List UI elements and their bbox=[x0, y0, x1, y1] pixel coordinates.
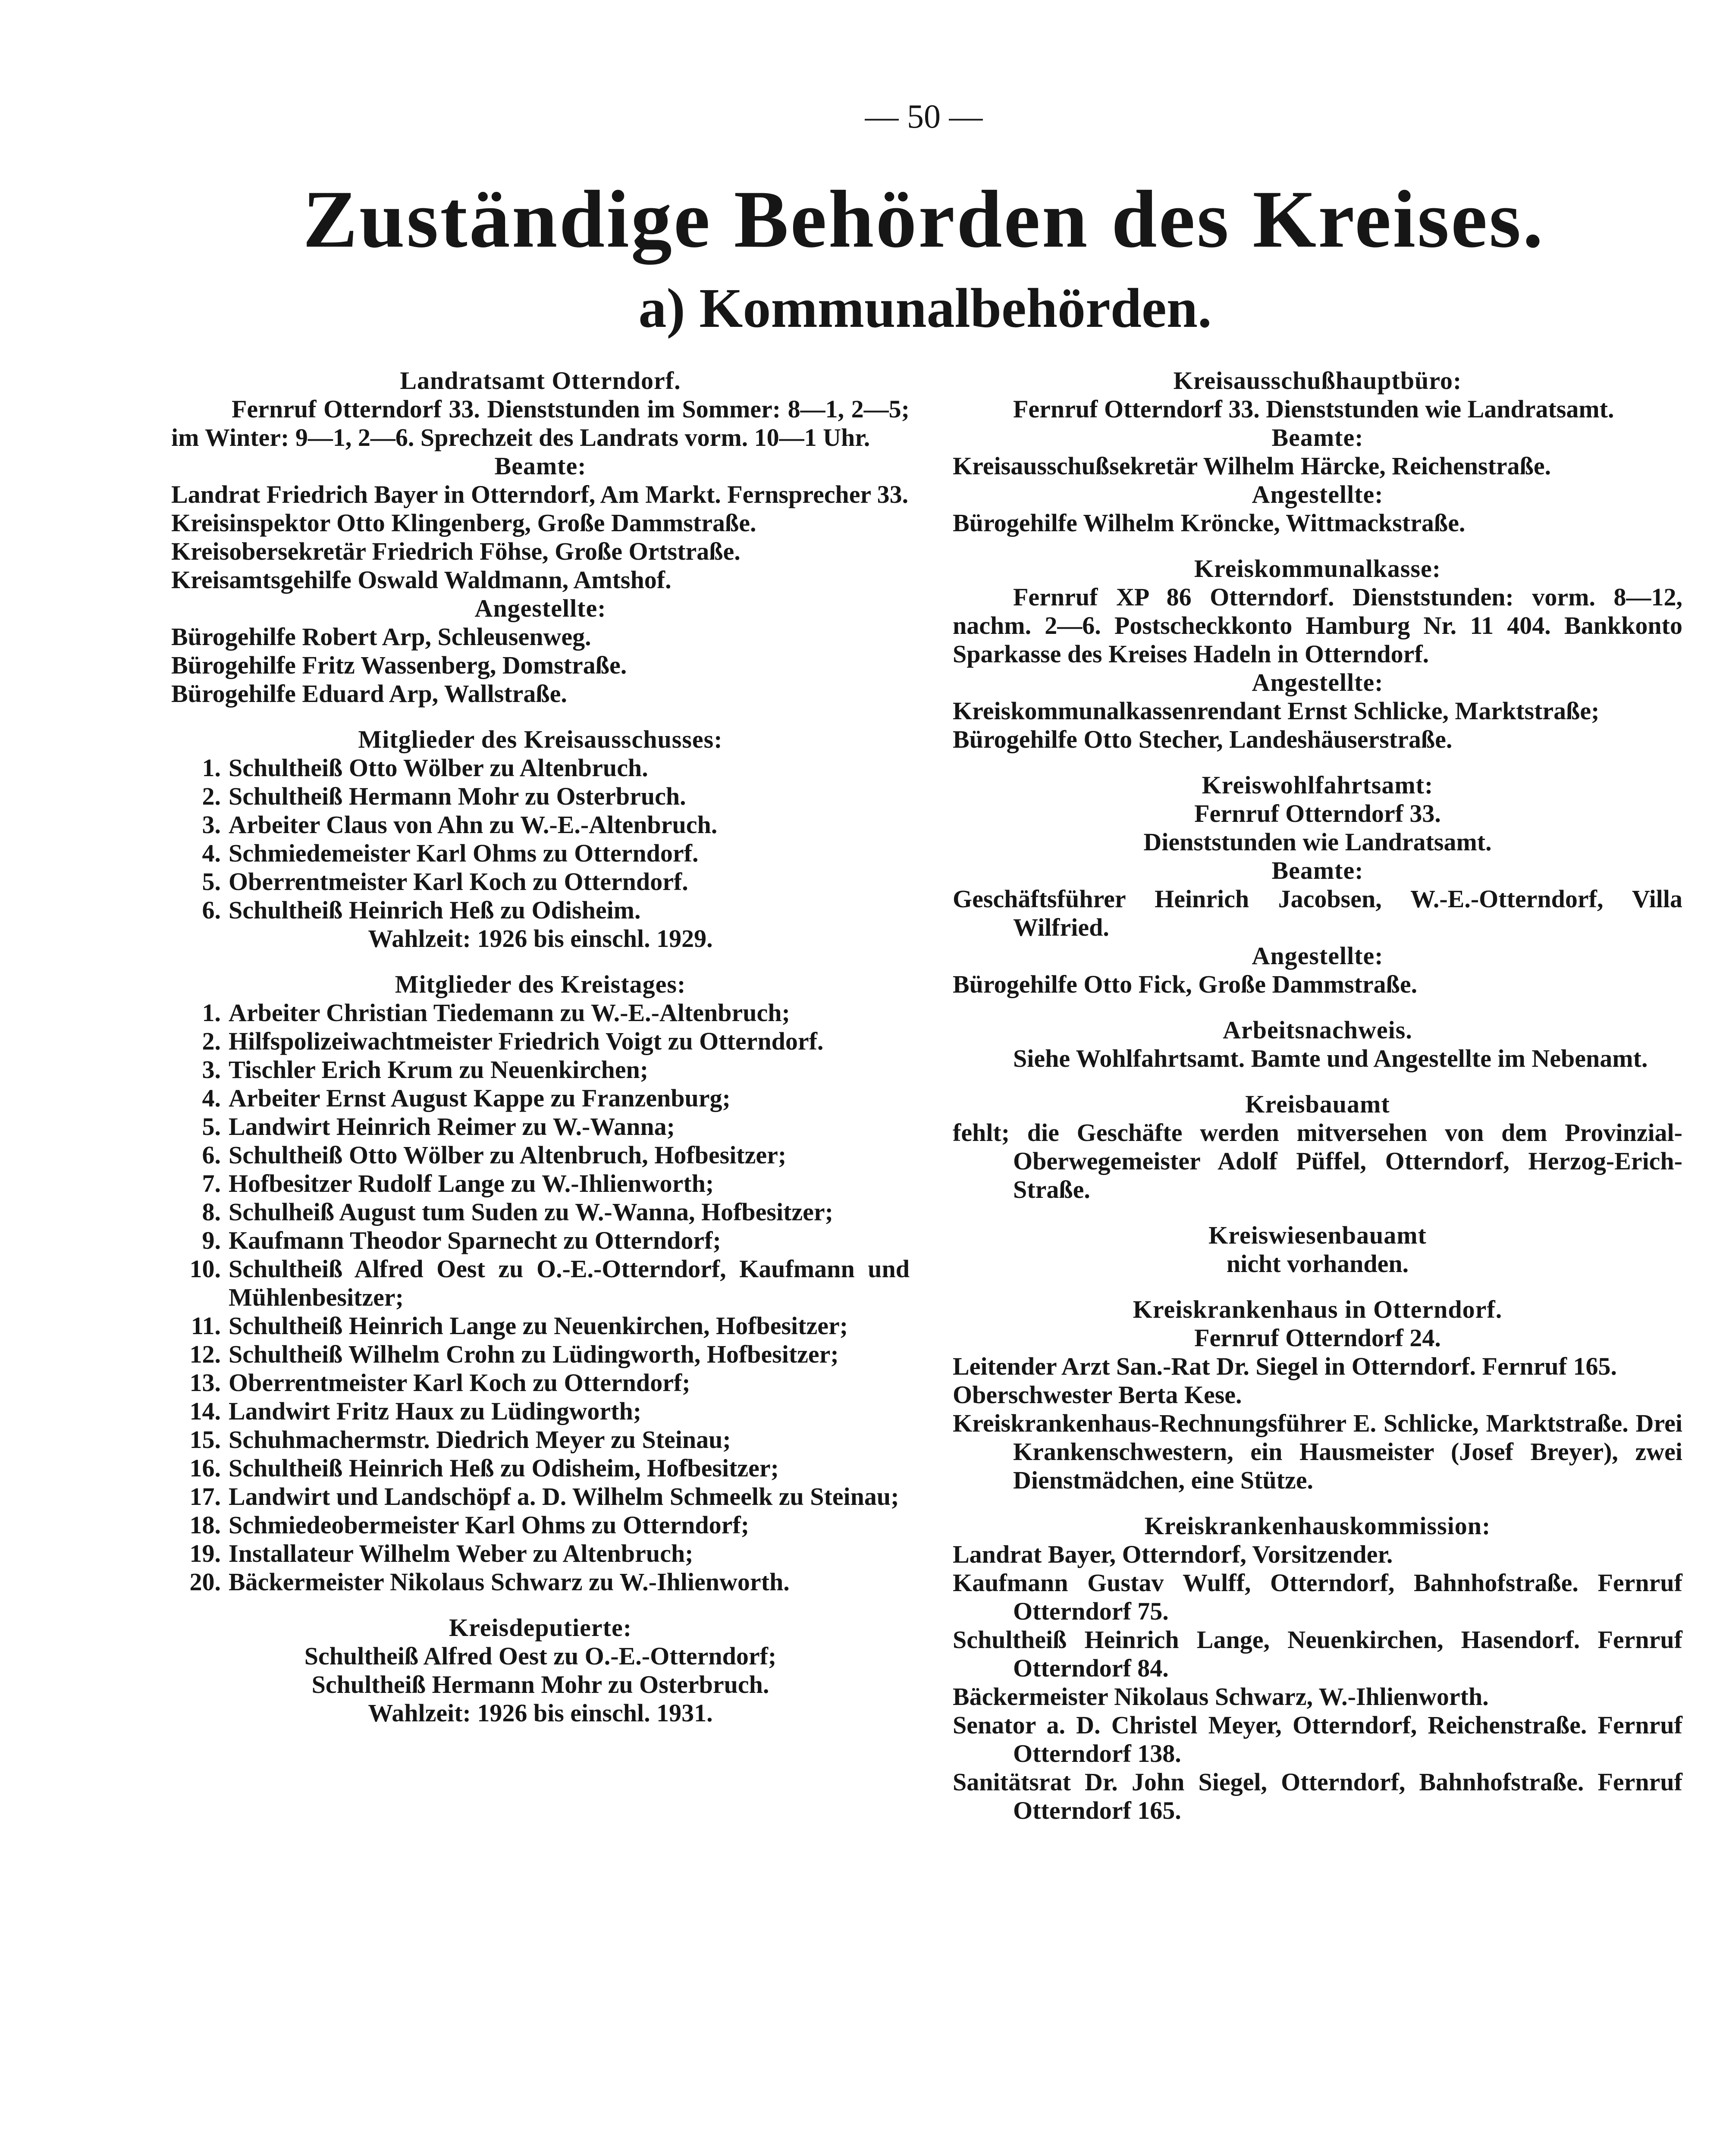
item-text: Arbeiter Christian Tiedemann zu W.-E.-Altenbruch; bbox=[229, 999, 790, 1027]
page-number: — 50 — bbox=[865, 97, 983, 135]
centered-line: Schultheiß Hermann Mohr zu Osterbruch. bbox=[311, 1670, 769, 1698]
item-text: Schultheiß Otto Wölber zu Altenbruch. bbox=[229, 754, 648, 782]
left-column bbox=[171, 367, 910, 1727]
item-text: Hilfspolizeiwachtmeister Friedrich Voigt zu Otterndorf. bbox=[229, 1027, 824, 1055]
member-list-item bbox=[171, 1112, 910, 1141]
item-number: 8. bbox=[202, 1198, 221, 1226]
item-number: 19. bbox=[189, 1539, 221, 1567]
item-number: 1. bbox=[202, 754, 221, 782]
member-list-item bbox=[171, 1568, 910, 1596]
member-list-item bbox=[171, 1226, 910, 1255]
item-number: 1. bbox=[202, 999, 221, 1027]
section-heading: Kreisdeputierte: bbox=[449, 1614, 632, 1642]
item-number: 13. bbox=[189, 1369, 221, 1397]
section-heading: Angestellte: bbox=[1252, 668, 1384, 696]
entry-paragraph: Fernruf Otterndorf 33. Dienststunden im Sommer: 8—1, 2—5; im Winter: 9—1, 2—6. Sprechzeit des Landrats vorm. 10—1 Uhr. bbox=[171, 395, 910, 451]
item-text: Schultheiß Alfred Oest zu O.-E.-Otterndorf, Kaufmann und Mühlenbesitzer; bbox=[229, 1255, 910, 1311]
item-number: 4. bbox=[202, 839, 221, 867]
member-list-item bbox=[171, 811, 910, 839]
entry-paragraph: Bürogehilfe Fritz Wassenberg, Domstraße. bbox=[171, 651, 627, 679]
right-column bbox=[953, 367, 1682, 1825]
item-text: Schultheiß Heinrich Heß zu Odisheim, Hofbesitzer; bbox=[229, 1454, 779, 1482]
item-number: 18. bbox=[189, 1511, 221, 1539]
item-text: Arbeiter Claus von Ahn zu W.-E.-Altenbruch. bbox=[229, 811, 718, 839]
item-text: Bäckermeister Nikolaus Schwarz zu W.-Ihlienworth. bbox=[229, 1568, 790, 1596]
item-number: 6. bbox=[202, 1141, 221, 1169]
item-text: Arbeiter Ernst August Kappe zu Franzenburg; bbox=[229, 1084, 731, 1112]
entry-paragraph: Fernruf Otterndorf 33. Dienststunden wie Landratsamt. bbox=[1013, 395, 1614, 423]
member-list-item bbox=[171, 1141, 910, 1169]
item-text: Hofbesitzer Rudolf Lange zu W.-Ihlienworth; bbox=[229, 1169, 714, 1197]
member-list-item bbox=[171, 1397, 910, 1426]
member-list-item bbox=[171, 754, 910, 782]
entry-paragraph: Kreisausschußsekretär Wilhelm Härcke, Reichenstraße. bbox=[953, 452, 1551, 480]
entry-paragraph: Bürogehilfe Otto Stecher, Landeshäuserstraße. bbox=[953, 725, 1453, 753]
entry-paragraph: Siehe Wohlfahrtsamt. Bamte und Angestellte im Nebenamt. bbox=[1013, 1044, 1648, 1072]
member-list-item bbox=[171, 896, 910, 924]
entry-paragraph: Leitender Arzt San.-Rat Dr. Siegel in Otterndorf. Fernruf 165. bbox=[953, 1352, 1617, 1380]
entry-paragraph: Bürogehilfe Robert Arp, Schleusenweg. bbox=[171, 623, 591, 651]
item-number: 4. bbox=[202, 1084, 221, 1112]
entry-paragraph: Kreiskommunalkassenrendant Ernst Schlicke, Marktstraße; bbox=[953, 697, 1600, 725]
entry-paragraph: Senator a. D. Christel Meyer, Otterndorf, Reichenstraße. Fernruf Otterndorf 138. bbox=[953, 1711, 1682, 1767]
item-text: Landwirt Fritz Haux zu Lüdingworth; bbox=[229, 1397, 642, 1425]
centered-line: Dienststunden wie Landratsamt. bbox=[1143, 828, 1492, 856]
item-number: 5. bbox=[202, 1112, 221, 1141]
centered-line: Fernruf Otterndorf 24. bbox=[1194, 1324, 1441, 1352]
section-heading: Landratsamt Otterndorf. bbox=[400, 367, 681, 395]
member-list-item bbox=[171, 1084, 910, 1112]
item-text: Schmiedemeister Karl Ohms zu Otterndorf. bbox=[229, 839, 699, 867]
item-text: Schulheiß August tum Suden zu W.-Wanna, Hofbesitzer; bbox=[229, 1198, 833, 1226]
entry-paragraph: Kreisamtsgehilfe Oswald Waldmann, Amtshof. bbox=[171, 566, 672, 594]
entry-paragraph: Kreiskrankenhaus-Rechnungsführer E. Schlicke, Marktstraße. Drei Krankenschwestern, ein Hausmeister (Josef Breyer), zwei Dienstmädchen, eine Stütze. bbox=[953, 1409, 1682, 1494]
item-number: 15. bbox=[189, 1426, 221, 1454]
member-list-item bbox=[171, 839, 910, 868]
item-number: 14. bbox=[189, 1397, 221, 1425]
member-list-item bbox=[171, 1482, 910, 1511]
entry-paragraph: Schultheiß Heinrich Lange, Neuenkirchen, Hasendorf. Fernruf Otterndorf 84. bbox=[953, 1626, 1682, 1682]
entry-paragraph: Bäckermeister Nikolaus Schwarz, W.-Ihlienworth. bbox=[953, 1683, 1489, 1711]
centered-line: Schultheiß Alfred Oest zu O.-E.-Otterndorf; bbox=[304, 1642, 777, 1670]
entry-paragraph: Bürogehilfe Eduard Arp, Wallstraße. bbox=[171, 680, 567, 708]
item-number: 3. bbox=[202, 811, 221, 839]
page-title: Zuständige Behörden des Kreises. bbox=[303, 174, 1545, 265]
section-heading: Kreiswohlfahrtsamt: bbox=[1202, 771, 1434, 799]
member-list-item bbox=[171, 1369, 910, 1397]
item-text: Schultheiß Heinrich Heß zu Odisheim. bbox=[229, 896, 641, 924]
section-heading: Kreiskrankenhauskommission: bbox=[1144, 1512, 1491, 1540]
item-number: 5. bbox=[202, 868, 221, 896]
member-list-item bbox=[171, 1340, 910, 1369]
item-number: 9. bbox=[202, 1226, 221, 1254]
section-heading: Mitglieder des Kreisausschusses: bbox=[358, 725, 723, 753]
item-number: 2. bbox=[202, 1027, 221, 1055]
section-heading: Mitglieder des Kreistages: bbox=[395, 970, 686, 998]
item-text: Landwirt und Landschöpf a. D. Wilhelm Schmeelk zu Steinau; bbox=[229, 1482, 899, 1510]
item-number: 2. bbox=[202, 782, 221, 810]
section-heading: Angestellte: bbox=[1252, 942, 1384, 970]
section-heading: Arbeitsnachweis. bbox=[1223, 1016, 1412, 1044]
item-number: 7. bbox=[202, 1169, 221, 1197]
item-text: Installateur Wilhelm Weber zu Altenbruch; bbox=[229, 1539, 694, 1567]
entry-paragraph: Oberschwester Berta Kese. bbox=[953, 1381, 1242, 1409]
item-number: 3. bbox=[202, 1056, 221, 1084]
member-list-item bbox=[171, 1312, 910, 1340]
entry-paragraph: Landrat Bayer, Otterndorf, Vorsitzender. bbox=[953, 1540, 1393, 1568]
member-list-item bbox=[171, 1169, 910, 1198]
section-heading: Kreisausschußhauptbüro: bbox=[1173, 367, 1462, 395]
entry-paragraph: Kreisinspektor Otto Klingenberg, Große Dammstraße. bbox=[171, 509, 756, 537]
entry-paragraph: Fernruf XP 86 Otterndorf. Dienststunden: vorm. 8—12, nachm. 2—6. Postscheckkonto Hamburg Nr. 11 404. Bankkonto Sparkasse des Kreises Hadeln in Otterndorf. bbox=[953, 583, 1682, 668]
item-text: Kaufmann Theodor Sparnecht zu Otterndorf; bbox=[229, 1226, 721, 1254]
section-heading: Beamte: bbox=[494, 452, 587, 480]
centered-line: nicht vorhanden. bbox=[1226, 1250, 1409, 1278]
item-number: 12. bbox=[189, 1340, 221, 1368]
item-text: Schmiedeobermeister Karl Ohms zu Otterndorf; bbox=[229, 1511, 750, 1539]
item-text: Schultheiß Hermann Mohr zu Osterbruch. bbox=[229, 782, 686, 810]
centered-line: Fernruf Otterndorf 33. bbox=[1194, 799, 1441, 827]
section-heading: Kreisbauamt bbox=[1245, 1090, 1390, 1118]
section-heading: Kreiskommunalkasse: bbox=[1194, 555, 1441, 583]
section-heading: Beamte: bbox=[1271, 856, 1364, 884]
entry-paragraph: Kaufmann Gustav Wulff, Otterndorf, Bahnhofstraße. Fernruf Otterndorf 75. bbox=[953, 1569, 1682, 1625]
item-text: Schultheiß Heinrich Lange zu Neuenkirchen, Hofbesitzer; bbox=[229, 1312, 848, 1340]
member-list-item bbox=[171, 1056, 910, 1084]
item-number: 6. bbox=[202, 896, 221, 924]
member-list-item bbox=[171, 1027, 910, 1056]
item-text: Schuhmachermstr. Diedrich Meyer zu Steinau; bbox=[229, 1426, 731, 1454]
entry-paragraph: Bürogehilfe Otto Fick, Große Dammstraße. bbox=[953, 970, 1418, 998]
member-list-item bbox=[171, 1511, 910, 1539]
section-heading: Beamte: bbox=[1271, 423, 1364, 451]
centered-line: Wahlzeit: 1926 bis einschl. 1929. bbox=[368, 924, 713, 953]
entry-paragraph: fehlt; die Geschäfte werden mitversehen von dem Provinzial-Oberwegemeister Adolf Püffel, Otterndorf, Herzog-Erich-Straße. bbox=[953, 1119, 1682, 1203]
entry-paragraph: Kreisobersekretär Friedrich Föhse, Große Ortstraße. bbox=[171, 537, 741, 565]
entry-paragraph: Bürogehilfe Wilhelm Kröncke, Wittmackstraße. bbox=[953, 509, 1466, 537]
item-number: 20. bbox=[189, 1568, 221, 1596]
item-text: Oberrentmeister Karl Koch zu Otterndorf. bbox=[229, 868, 688, 896]
member-list-item bbox=[171, 1454, 910, 1482]
section-heading: Angestellte: bbox=[1252, 480, 1384, 508]
member-list-item bbox=[171, 999, 910, 1027]
centered-line: Wahlzeit: 1926 bis einschl. 1931. bbox=[368, 1699, 713, 1727]
section-heading: Kreiskrankenhaus in Otterndorf. bbox=[1133, 1295, 1503, 1323]
item-number: 11. bbox=[191, 1312, 221, 1340]
section-heading: Kreiswiesenbauamt bbox=[1208, 1221, 1427, 1249]
item-text: Landwirt Heinrich Reimer zu W.-Wanna; bbox=[229, 1112, 675, 1141]
member-list-item bbox=[171, 1255, 910, 1312]
item-number: 17. bbox=[189, 1482, 221, 1510]
item-text: Oberrentmeister Karl Koch zu Otterndorf; bbox=[229, 1369, 690, 1397]
entry-paragraph: Sanitätsrat Dr. John Siegel, Otterndorf, Bahnhofstraße. Fernruf Otterndorf 165. bbox=[953, 1768, 1682, 1824]
section-heading: Angestellte: bbox=[474, 594, 606, 622]
member-list-item bbox=[171, 1426, 910, 1454]
item-text: Tischler Erich Krum zu Neuenkirchen; bbox=[229, 1056, 649, 1084]
item-number: 10. bbox=[189, 1255, 221, 1283]
member-list-item bbox=[171, 1198, 910, 1226]
item-number: 16. bbox=[189, 1454, 221, 1482]
item-text: Schultheiß Wilhelm Crohn zu Lüdingworth, Hofbesitzer; bbox=[229, 1340, 839, 1368]
member-list-item bbox=[171, 868, 910, 896]
section-subtitle: a) Kommunalbehörden. bbox=[638, 277, 1212, 339]
entry-paragraph: Landrat Friedrich Bayer in Otterndorf, Am Markt. Fernsprecher 33. bbox=[171, 480, 909, 508]
member-list-item bbox=[171, 1539, 910, 1568]
item-text: Schultheiß Otto Wölber zu Altenbruch, Hofbesitzer; bbox=[229, 1141, 787, 1169]
member-list-item bbox=[171, 782, 910, 811]
entry-paragraph: Geschäftsführer Heinrich Jacobsen, W.-E.-Otterndorf, Villa Wilfried. bbox=[953, 885, 1682, 941]
